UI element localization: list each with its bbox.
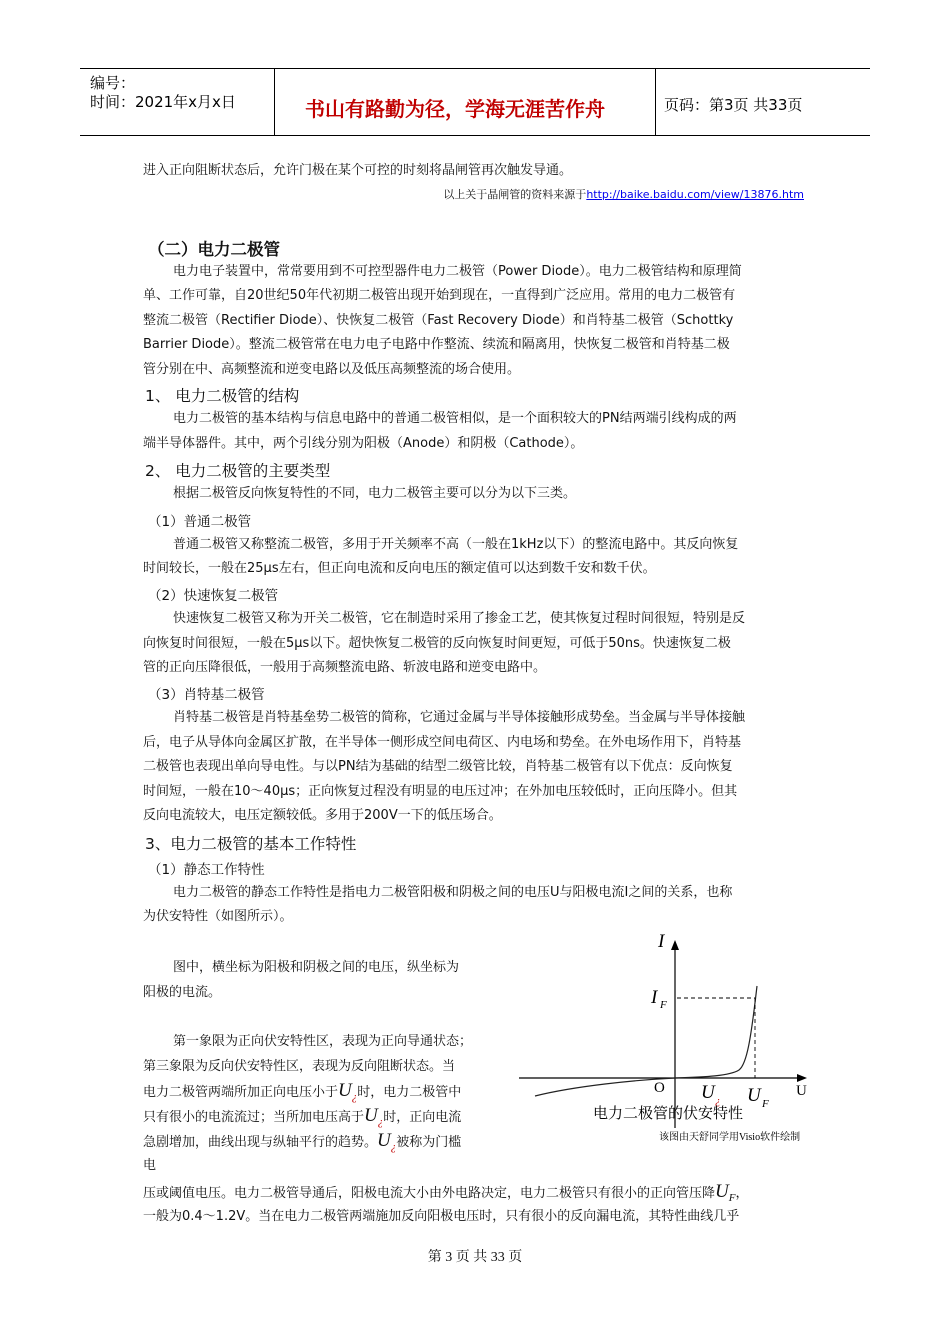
type-2-line-3: 管的正向压降很低，一般用于高频整流电路、斩波电路和逆变电路中。 [143,660,547,675]
if-label-sub: F [660,999,667,1011]
uth-label-sub: ¿ [715,1095,721,1107]
header-time-label: 时间：2021年x月x日 [90,93,236,111]
header-divider-right [655,68,656,135]
u-threshold-sub: ¿ [351,1091,358,1103]
side-line-3-a: 电力二极管两端所加正向电压小于 [143,1085,339,1100]
subsection-1-title: 1、 电力二极管的结构 [145,387,300,405]
type-2-line-1: 快速恢复二极管又称为开关二极管，它在制造时采用了掺金工艺，使其恢复过程时间很短，特别是反 [173,611,746,626]
source-note [443,186,804,202]
type-1-title: （1）普通二极管 [148,514,252,530]
type-3-line-5: 反向电流较大，电压定额较低。多用于200V一下的低压场合。 [143,808,502,823]
type-3-line-4: 时间短，一般在10～40μs；正向恢复过程没有明显的电压过冲；在外加电压较低时，正向压降小。但其 [143,784,738,799]
side-line-3-b: 时，电力二极管中 [357,1085,462,1100]
figure-caption: 电力二极管的伏安特性 [593,1106,744,1122]
subsection-3-line-1: 电力二极管的静态工作特性是指电力二极管阳极和阴极之间的电压U与阳极电流I之间的关系，也称 [173,885,733,900]
u-threshold-symbol-2: U [364,1105,378,1126]
side-para-2-line-6: 电 [143,1158,157,1173]
uf-symbol-sub: F [728,1192,736,1204]
if-label: I [651,987,658,1008]
iv-curve [535,986,757,1096]
page-footer: 第 3 页 共 33 页 [427,1250,523,1265]
subsection-1-line-2: 端半导体器件。其中，两个引线分别为阳极（Anode）和阴极（Cathode）。 [143,436,584,451]
uf-label-sub: F [762,1098,769,1110]
uf-label: U [747,1085,761,1106]
subsection-3-line-2: 为伏安特性（如图所示）。 [143,909,293,924]
uf-symbol: U [715,1181,729,1202]
source-link[interactable]: http://baike.baidu.com/view/13876.htm [586,188,804,201]
side-para-2-line-2: 第三象限为反向伏安特性区，表现为反向阻断状态。当 [143,1059,456,1074]
section-intro-line-2: 单、工作可靠，自20世纪50年代初期二极管出现开始到现在，一直得到广泛应用。常用的电力二极管有 [143,288,736,303]
intro-continuation: 进入正向阻断状态后，允许门极在某个可控的时刻将晶闸管再次触发导通。 [143,163,573,178]
x-axis-label: U [796,1083,807,1099]
side-line-5-a: 急剧增加，曲线出现与纵轴平行的趋势。 [143,1135,378,1150]
header-code-label: 编号： [90,74,136,92]
section-title: （二）电力二极管 [148,240,280,259]
header-page-label: 页码：第3页 共33页 [664,96,803,114]
type-3-line-2: 后，电子从导体向金属区扩散，在半导体一侧形成空间电荷区、内电场和势垒。在外电场作用下，肖特基 [143,735,742,750]
u-threshold-symbol-3: U [377,1130,391,1151]
header-top-rule [80,68,870,69]
y-axis-arrow [671,940,679,950]
header-motto: 书山有路勤为径，学海无涯苦作舟 [305,97,605,121]
iv-characteristic-figure [515,928,815,1146]
side-para-2-line-1: 第一象限为正向伏安特性区，表现为正向导通状态； [173,1034,473,1049]
type-1-line-2: 时间较长，一般在25μs左右，但正向电流和反向电压的额定值可以达到数千安和数千伏。 [143,561,656,576]
x-axis-arrow [797,1074,807,1082]
u-threshold-symbol: U [338,1080,352,1101]
section-intro-line-4: Barrier Diode）。整流二极管常在电力电子电路中作整流、续流和隔离用，快恢复二极管和肖特基二极 [143,337,730,352]
uth-label: U [701,1082,715,1103]
header-bottom-rule [80,135,870,136]
section-intro-line-3: 整流二极管（Rectifier Diode）、快恢复二极管（Fast Recovery Diode）和肖特基二极管（Schottky [143,313,734,328]
u-threshold-sub-3: ¿ [390,1141,397,1153]
type-3-line-1: 肖特基二极管是肖特基垒势二极管的简称，它通过金属与半导体接触形成势垒。当金属与半导体接触 [173,710,746,725]
side-para-1-line-2: 阳极的电流。 [143,985,222,1000]
subsection-2-line: 根据二极管反向恢复特性的不同，电力二极管主要可以分为以下三类。 [173,486,577,501]
side-line-5-b: 被称为门槛 [396,1135,462,1150]
section-intro-line-5: 管分别在中、高频整流和逆变电路以及低压高频整流的场合使用。 [143,362,521,377]
header-divider-left [274,68,275,135]
type-1-line-1: 普通二极管又称整流二极管，多用于开关频率不高（一般在1kHz以下）的整流电路中。其反向恢复 [173,537,739,552]
subsection-2-title: 2、 电力二极管的主要类型 [145,462,331,480]
origin-label: O [654,1080,665,1096]
section-intro-line-1: 电力电子装置中，常常要用到不可控型器件电力二极管（Power Diode）。电力二极管结构和原理简 [173,264,742,279]
side-line-4-b: 时，正向电流 [383,1110,462,1125]
subsection-3-title: 3、电力二极管的基本工作特性 [145,835,357,853]
type-3-line-3: 二极管也表现出单向导电性。与以PN结为基础的结型二级管比较，肖特基二极管有以下优点：反向恢复 [143,759,733,774]
type-2-line-2: 向恢复时间很短，一般在5μs以下。超快恢复二极管的反向恢复时间更短，可低于50ns。快速恢复二极 [143,636,731,651]
figure-credit: 该图由天舒同学用Visio软件绘制 [659,1132,801,1143]
u-threshold-sub-2: ¿ [377,1116,384,1128]
subsection-1-line-1: 电力二极管的基本结构与信息电路中的普通二极管相似，是一个面积较大的PN结两端引线构成的两 [173,411,737,426]
side-line-4-a: 只有很小的电流流过；当所加电压高于 [143,1110,365,1125]
side-para-1-line-1: 图中，横坐标为阳极和阴极之间的电压，纵坐标为 [173,960,460,975]
source-text: 以上关于晶闸管的资料来源于 [443,188,587,201]
bottom-line-1-b: ， [735,1186,749,1201]
y-axis-label: I [658,931,665,952]
bottom-line-1-a: 压或阈值电压。电力二极管导通后，阳极电流大小由外电路决定，电力二极管只有很小的正向管压降 [143,1186,716,1201]
subsection-3-subtitle: （1）静态工作特性 [148,862,265,878]
type-2-title: （2）快速恢复二极管 [148,588,279,604]
type-3-title: （3）肖特基二极管 [148,687,265,703]
bottom-line-2: 一般为0.4～1.2V。当在电力二极管两端施加反向阳极电压时，只有很小的反向漏电流，其特性曲线几乎 [143,1209,740,1224]
